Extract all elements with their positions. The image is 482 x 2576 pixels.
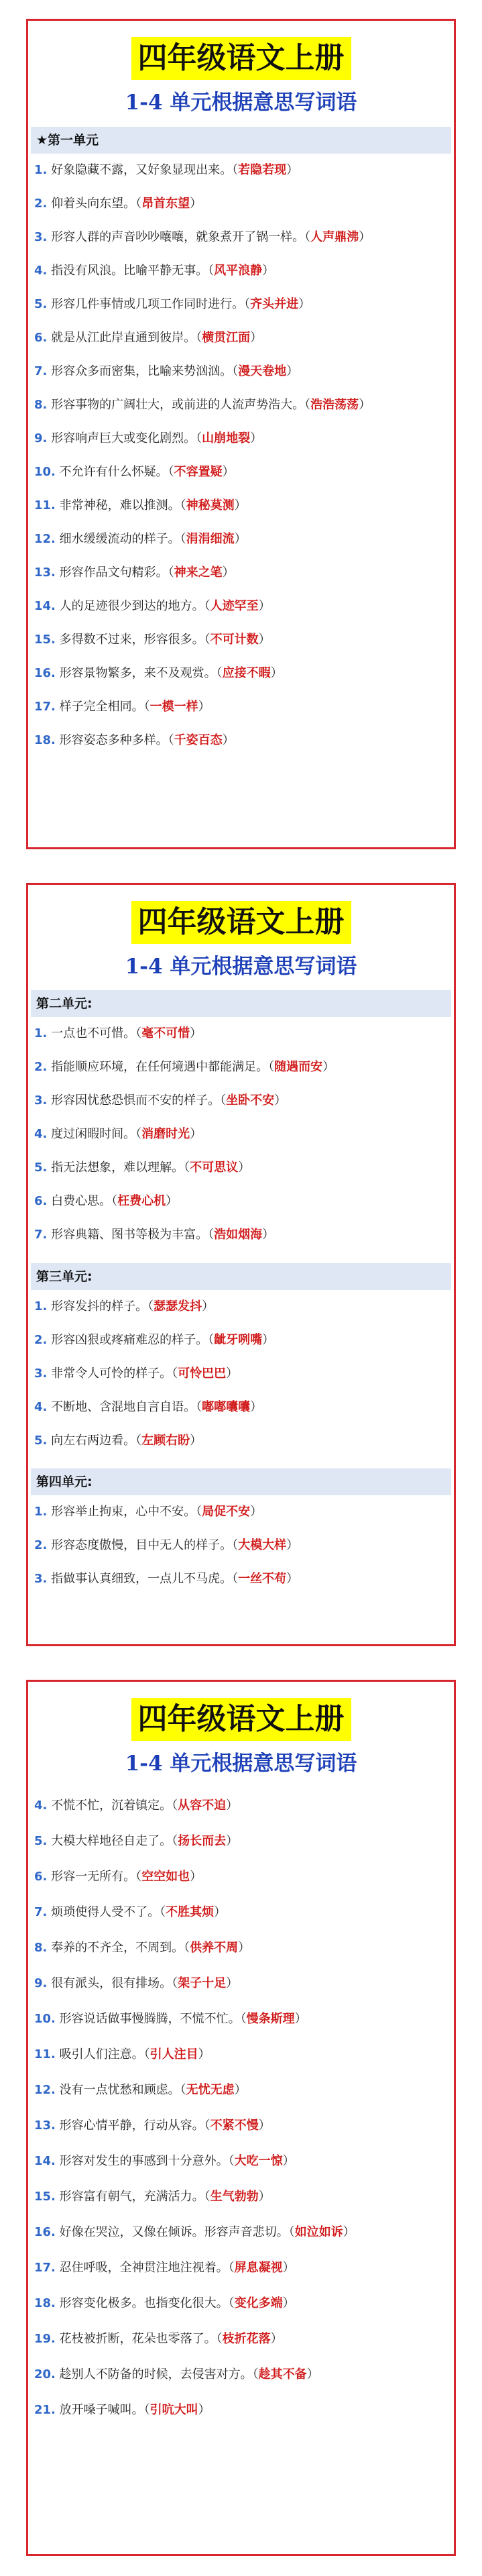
- closing-bracket: ）: [262, 264, 275, 278]
- item-number: 5.: [34, 1161, 48, 1175]
- definition-text: 形容景物繁多，来不及观赏。（: [59, 666, 223, 680]
- closing-bracket: ）: [286, 364, 299, 378]
- definition-text: 没有一点忧愁和顾虑。（: [59, 2083, 186, 2097]
- answer-word: 风平浪静: [214, 264, 263, 278]
- definition-text: 形容响声巨大或变化剧烈。（: [51, 431, 202, 445]
- list-item: [34, 254, 450, 288]
- list-item: [34, 221, 450, 254]
- list-item: [34, 1151, 450, 1185]
- page-title: 四年级语文上册: [28, 901, 454, 944]
- closing-bracket: ）: [270, 666, 283, 680]
- list-item: [34, 455, 450, 489]
- list-item: [34, 1324, 450, 1357]
- closing-bracket: ）: [190, 1127, 202, 1141]
- item-number: 7.: [34, 1905, 48, 1919]
- answer-word: 枝折花落: [222, 2332, 271, 2346]
- answer-word: 人声鼎沸: [310, 230, 359, 244]
- item-number: 17.: [34, 2261, 56, 2275]
- closing-bracket: ）: [282, 2296, 295, 2310]
- item-number: 10.: [34, 465, 56, 479]
- item-number: 6.: [34, 1870, 48, 1884]
- definition-text: 仰着头向东望。（: [51, 197, 142, 211]
- answer-word: 局促不安: [202, 1505, 251, 1519]
- list-item: [34, 2001, 450, 2037]
- closing-bracket: ）: [282, 2261, 295, 2275]
- answer-word: 随遇而安: [274, 1060, 323, 1074]
- answer-word: 昂首东望: [141, 197, 190, 211]
- answer-word: 一模一样: [149, 700, 198, 714]
- definition-text: 放开嗓子喊叫。（: [59, 2403, 150, 2417]
- answer-word: 横贯江面: [202, 331, 251, 345]
- answer-word: 不可思议: [190, 1161, 239, 1175]
- definition-text: 形容典籍、图书等极为丰富。（: [51, 1228, 215, 1242]
- answer-word: 如泣如诉: [294, 2225, 343, 2239]
- definition-text: 指做事认真细致，一点儿不马虎。（: [51, 1572, 239, 1586]
- item-number: 11.: [34, 498, 56, 513]
- answer-word: 供养不周: [190, 1941, 239, 1955]
- list-item: [34, 2143, 450, 2179]
- item-number: 3.: [34, 1093, 48, 1108]
- answer-word: 千姿百态: [174, 733, 223, 747]
- definition-text: 形容变化极多。也指变化很大。（: [59, 2296, 235, 2310]
- definition-text: 多得数不过来，形容很多。（: [59, 633, 210, 647]
- closing-bracket: ）: [234, 2083, 247, 2097]
- unit-3-header: 第三单元:: [31, 1263, 451, 1290]
- list-item: [34, 2392, 450, 2428]
- answer-word: 引吭大叫: [149, 2403, 198, 2417]
- answer-word: 消磨时光: [141, 1127, 190, 1141]
- list-item: [34, 1788, 450, 1823]
- closing-bracket: ）: [190, 1434, 202, 1448]
- list-item: [34, 355, 450, 388]
- definition-text: 形容一无所有。（: [51, 1870, 142, 1884]
- closing-bracket: ）: [262, 1228, 275, 1242]
- answer-word: 龇牙咧嘴: [214, 1333, 263, 1347]
- answer-word: 浩浩荡荡: [310, 398, 359, 412]
- answer-word: 不紧不慢: [210, 2118, 259, 2133]
- list-item: [34, 590, 450, 623]
- answer-word: 空空如也: [141, 1870, 190, 1884]
- closing-bracket: ）: [226, 1976, 239, 1990]
- definition-text: 忍住呼吸，全神贯注地注视着。（: [59, 2261, 235, 2275]
- closing-bracket: ）: [214, 1905, 227, 1919]
- closing-bracket: ）: [306, 2367, 319, 2381]
- answer-word: 漫天卷地: [238, 364, 287, 378]
- item-number: 4.: [34, 1799, 48, 1813]
- item-number: 13.: [34, 2118, 56, 2133]
- definition-text: 指无法想象，难以理解。（: [51, 1161, 190, 1175]
- definition-text: 好象隐藏不露，又好象显现出来。（: [51, 163, 239, 177]
- list-item: [34, 422, 450, 455]
- definition-text: 花枝被折断，花朵也零落了。（: [59, 2332, 223, 2346]
- closing-bracket: ）: [190, 197, 202, 211]
- answer-word: 趁其不备: [258, 2367, 307, 2381]
- page-subtitle: 1-4 单元根据意思写词语: [125, 1752, 357, 1776]
- item-number: 6.: [34, 1194, 48, 1208]
- item-number: 5.: [34, 1434, 48, 1448]
- closing-bracket: ）: [222, 465, 235, 479]
- closing-bracket: ）: [190, 1026, 202, 1040]
- closing-bracket: ）: [282, 2154, 295, 2168]
- answer-word: 涓涓细流: [186, 532, 235, 546]
- closing-bracket: ）: [322, 1060, 335, 1074]
- list-item: [34, 1894, 450, 1930]
- definition-text: 趁别人不防备的时候，去侵害对方。（: [59, 2367, 259, 2381]
- item-number: 16.: [34, 2225, 56, 2239]
- item-number: 15.: [34, 633, 56, 647]
- definition-text: 烦琐使得人受不了。（: [51, 1905, 166, 1919]
- answer-word: 大模大样: [238, 1538, 287, 1552]
- list-item: [34, 154, 450, 187]
- item-number: 12.: [34, 532, 56, 546]
- list-item: [34, 2108, 450, 2143]
- item-number: 19.: [34, 2332, 56, 2346]
- list-item: [34, 724, 450, 757]
- list-item: [34, 1562, 450, 1596]
- answer-word: 生气勃勃: [210, 2190, 259, 2204]
- list-item: [34, 623, 450, 657]
- closing-bracket: ）: [238, 1161, 251, 1175]
- definition-text: 非常神秘，难以推测。（: [59, 498, 186, 513]
- answer-word: 嘟嘟囔囔: [202, 1400, 251, 1414]
- list-item: [34, 1495, 450, 1529]
- closing-bracket: ）: [202, 1299, 215, 1313]
- definition-text: 形容态度傲慢，目中无人的样子。（: [51, 1538, 239, 1552]
- closing-bracket: ）: [286, 1538, 299, 1552]
- item-number: 20.: [34, 2367, 56, 2381]
- item-number: 3.: [34, 1572, 48, 1586]
- definition-text: 样子完全相同。（: [59, 700, 150, 714]
- list-item: [34, 388, 450, 422]
- item-number: 18.: [34, 733, 56, 747]
- definition-text: 形容富有朝气，充满活力。（: [59, 2190, 210, 2204]
- closing-bracket: ）: [222, 566, 235, 580]
- closing-bracket: ）: [234, 498, 247, 513]
- definition-text: 形容心情平静，行动从容。（: [59, 2118, 210, 2133]
- unit-2-list: [34, 1017, 450, 1252]
- list-item: [34, 2250, 450, 2286]
- item-number: 1.: [34, 1026, 48, 1040]
- definition-text: 就是从江此岸直通到彼岸。（: [51, 331, 202, 345]
- closing-bracket: ）: [294, 2012, 307, 2026]
- item-number: 2.: [34, 1333, 48, 1347]
- answer-word: 人迹罕至: [210, 599, 259, 613]
- closing-bracket: ）: [258, 2118, 271, 2133]
- closing-bracket: ）: [222, 733, 235, 747]
- answer-word: 无忧无虑: [186, 2083, 235, 2097]
- list-item: [34, 288, 450, 321]
- answer-word: 不胜其烦: [166, 1905, 215, 1919]
- definition-text: 指能顺应环境，在任何境遇中都能满足。（: [51, 1060, 275, 1074]
- unit-4-list: [34, 1495, 450, 1596]
- list-item: [34, 2072, 450, 2108]
- answer-word: 引人注目: [149, 2047, 198, 2061]
- definition-text: 形容几件事情或几项工作同时进行。（: [51, 297, 251, 311]
- closing-bracket: ）: [166, 1194, 178, 1208]
- answer-word: 变化多端: [234, 2296, 283, 2310]
- item-number: 11.: [34, 2047, 56, 2061]
- answer-word: 从容不迫: [178, 1799, 227, 1813]
- definition-text: 不慌不忙，沉着镇定。（: [51, 1799, 178, 1813]
- card-page-1: [26, 19, 456, 849]
- definition-text: 好像在哭泣，又像在倾诉。形容声音悲切。（: [59, 2225, 295, 2239]
- list-item: [34, 1218, 450, 1252]
- item-number: 5.: [34, 1834, 48, 1848]
- item-number: 14.: [34, 599, 56, 613]
- list-item: [34, 556, 450, 590]
- list-item: [34, 321, 450, 355]
- closing-bracket: ）: [359, 230, 371, 244]
- answer-word: 若隐若现: [238, 163, 287, 177]
- closing-bracket: ）: [198, 2047, 210, 2061]
- item-number: 13.: [34, 566, 56, 580]
- list-item: [34, 1290, 450, 1324]
- item-number: 7.: [34, 1228, 48, 1242]
- list-item: [34, 1357, 450, 1391]
- list-item: [34, 1118, 450, 1151]
- closing-bracket: ）: [258, 2190, 271, 2204]
- closing-bracket: ）: [274, 1093, 287, 1108]
- list-item: [34, 1084, 450, 1118]
- list-item: [34, 2037, 450, 2072]
- answer-word: 毫不可惜: [141, 1026, 190, 1040]
- closing-bracket: ）: [286, 163, 299, 177]
- item-number: 16.: [34, 666, 56, 680]
- item-number: 8.: [34, 398, 48, 412]
- list-item: [34, 1424, 450, 1458]
- definition-text: 形容人群的声音吵吵嚷嚷，就象煮开了锅一样。（: [51, 230, 311, 244]
- closing-bracket: ）: [234, 532, 247, 546]
- definition-text: 一点也不可惜。（: [51, 1026, 142, 1040]
- definition-text: 不断地、含混地自言自语。（: [51, 1400, 202, 1414]
- list-item: [34, 187, 450, 221]
- answer-word: 可怜巴巴: [178, 1366, 227, 1381]
- closing-bracket: ）: [258, 633, 271, 647]
- item-number: 4.: [34, 1400, 48, 1414]
- page-title: 四年级语文上册: [28, 37, 454, 80]
- answer-word: 齐头并进: [250, 297, 299, 311]
- answer-word: 神秘莫测: [186, 498, 235, 513]
- page-subtitle: 1-4 单元根据意思写词语: [125, 955, 357, 979]
- item-number: 4.: [34, 264, 48, 278]
- definition-text: 指没有风浪。比喻平静无事。（: [51, 264, 215, 278]
- answer-word: 不可计数: [210, 633, 259, 647]
- answer-word: 山崩地裂: [202, 431, 251, 445]
- closing-bracket: ）: [198, 700, 210, 714]
- list-item: [34, 2214, 450, 2250]
- definition-text: 形容凶狠或疼痛难忍的样子。（: [51, 1333, 215, 1347]
- closing-bracket: ）: [198, 2403, 210, 2417]
- closing-bracket: ）: [190, 1870, 202, 1884]
- answer-word: 不容置疑: [174, 465, 223, 479]
- answer-word: 左顾右盼: [141, 1434, 190, 1448]
- item-number: 1.: [34, 1299, 48, 1313]
- item-number: 21.: [34, 2403, 56, 2417]
- unit-1-list: [34, 154, 450, 757]
- definition-text: 奉养的不齐全，不周到。（: [51, 1941, 190, 1955]
- closing-bracket: ）: [226, 1799, 239, 1813]
- unit-3-list: [34, 1290, 450, 1458]
- item-number: 4.: [34, 1127, 48, 1141]
- closing-bracket: ）: [359, 398, 371, 412]
- list-item: [34, 1529, 450, 1562]
- closing-bracket: ）: [226, 1366, 239, 1381]
- list-item: [34, 2286, 450, 2321]
- item-number: 14.: [34, 2154, 56, 2168]
- answer-word: 瑟瑟发抖: [154, 1299, 202, 1313]
- definition-text: 形容发抖的样子。（: [51, 1299, 154, 1313]
- unit-4-header: 第四单元:: [31, 1468, 451, 1495]
- list-item: [34, 2179, 450, 2214]
- definition-text: 向左右两边看。（: [51, 1434, 142, 1448]
- definition-text: 白费心思。（: [51, 1194, 118, 1208]
- item-number: 3.: [34, 230, 48, 244]
- answer-word: 架子十足: [178, 1976, 227, 1990]
- closing-bracket: ）: [250, 1505, 263, 1519]
- closing-bracket: ）: [226, 1834, 239, 1848]
- answer-word: 扬长而去: [178, 1834, 227, 1848]
- list-item: [34, 1930, 450, 1966]
- closing-bracket: ）: [270, 2332, 283, 2346]
- definition-text: 形容作品文句精彩。（: [59, 566, 174, 580]
- list-item: [34, 489, 450, 523]
- definition-text: 不允许有什么怀疑。（: [59, 465, 174, 479]
- definition-text: 非常令人可怜的样子。（: [51, 1366, 178, 1381]
- list-item: [34, 1823, 450, 1859]
- definition-text: 形容对发生的事感到十分意外。（: [59, 2154, 235, 2168]
- item-number: 3.: [34, 1366, 48, 1381]
- definition-text: 很有派头，很有排场。（: [51, 1976, 178, 1990]
- definition-text: 形容举止拘束，心中不安。（: [51, 1505, 202, 1519]
- answer-word: 坐卧不安: [226, 1093, 275, 1108]
- list-item: [34, 2321, 450, 2357]
- definition-text: 细水缓缓流动的样子。（: [59, 532, 186, 546]
- item-number: 1.: [34, 1505, 48, 1519]
- answer-word: 一丝不苟: [238, 1572, 287, 1586]
- page-title: 四年级语文上册: [28, 1698, 454, 1741]
- unit-4-continued-list: [34, 1788, 450, 2428]
- list-item: [34, 1391, 450, 1424]
- item-number: 6.: [34, 331, 48, 345]
- list-item: [34, 1017, 450, 1051]
- list-item: [34, 1859, 450, 1894]
- item-number: 7.: [34, 364, 48, 378]
- item-number: 9.: [34, 1976, 48, 1990]
- answer-word: 浩如烟海: [214, 1228, 263, 1242]
- list-item: [34, 1051, 450, 1084]
- definition-text: 形容姿态多种多样。（: [59, 733, 174, 747]
- list-item: [34, 2357, 450, 2392]
- closing-bracket: ）: [258, 599, 271, 613]
- unit-2-header: 第二单元:: [31, 990, 451, 1017]
- item-number: 9.: [34, 431, 48, 445]
- item-number: 2.: [34, 1538, 48, 1552]
- list-item: [34, 523, 450, 556]
- list-item: [34, 1966, 450, 2001]
- definition-text: 吸引人们注意。（: [59, 2047, 150, 2061]
- definition-text: 形容因忧愁恐惧而不安的样子。（: [51, 1093, 227, 1108]
- answer-word: 慢条斯理: [246, 2012, 295, 2026]
- item-number: 15.: [34, 2190, 56, 2204]
- answer-word: 应接不暇: [222, 666, 271, 680]
- item-number: 5.: [34, 297, 48, 311]
- item-number: 10.: [34, 2012, 56, 2026]
- closing-bracket: ）: [286, 1572, 299, 1586]
- list-item: [34, 657, 450, 690]
- item-number: 12.: [34, 2083, 56, 2097]
- item-number: 2.: [34, 1060, 48, 1074]
- definition-text: 人的足迹很少到达的地方。（: [59, 599, 210, 613]
- item-number: 8.: [34, 1941, 48, 1955]
- answer-word: 枉费心机: [117, 1194, 166, 1208]
- page-subtitle: 1-4 单元根据意思写词语: [125, 91, 357, 115]
- answer-word: 神来之笔: [174, 566, 223, 580]
- closing-bracket: ）: [238, 1941, 251, 1955]
- answer-word: 屏息凝视: [234, 2261, 283, 2275]
- unit-1-header: ★第一单元: [31, 127, 451, 154]
- list-item: [34, 690, 450, 724]
- closing-bracket: ）: [250, 1400, 263, 1414]
- definition-text: 形容事物的广阔壮大，或前进的人流声势浩大。（: [51, 398, 311, 412]
- item-number: 1.: [34, 163, 48, 177]
- item-number: 18.: [34, 2296, 56, 2310]
- item-number: 2.: [34, 197, 48, 211]
- definition-text: 形容说话做事慢腾腾，不慌不忙。（: [59, 2012, 247, 2026]
- closing-bracket: ）: [250, 331, 263, 345]
- closing-bracket: ）: [262, 1333, 275, 1347]
- definition-text: 形容众多而密集，比喻来势汹汹。（: [51, 364, 239, 378]
- card-page-2: [26, 883, 456, 1646]
- list-item: [34, 1185, 450, 1218]
- item-number: 17.: [34, 700, 56, 714]
- closing-bracket: ）: [343, 2225, 355, 2239]
- closing-bracket: ）: [298, 297, 311, 311]
- card-page-3: [26, 1680, 456, 2556]
- answer-word: 大吃一惊: [234, 2154, 283, 2168]
- closing-bracket: ）: [250, 431, 263, 445]
- definition-text: 大模大样地径自走了。（: [51, 1834, 178, 1848]
- definition-text: 度过闲暇时间。（: [51, 1127, 142, 1141]
